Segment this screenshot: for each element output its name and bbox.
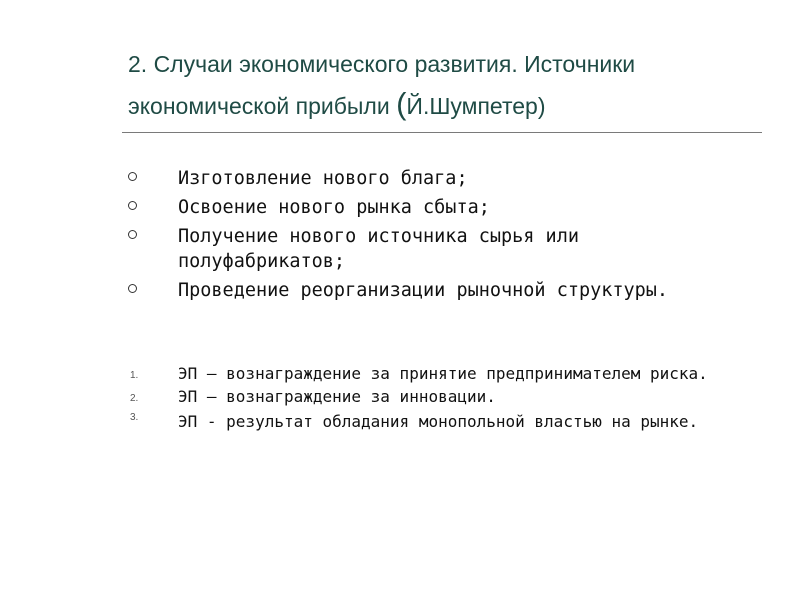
- title-line-2: [128, 84, 768, 126]
- title-author: Й.Шумпетер): [406, 93, 546, 119]
- bullet-text: Проведение реорганизации рыночной структуры.: [178, 280, 669, 301]
- title-divider: [122, 132, 762, 133]
- bullet-item: [128, 224, 728, 274]
- title-line-1: 2. Случаи экономического развития. Источники: [128, 51, 636, 77]
- item-number: 2.: [130, 393, 139, 404]
- circle-bullet-icon: [128, 230, 137, 239]
- circle-bullet-icon: [128, 284, 137, 293]
- numbered-item: [128, 387, 748, 407]
- item-number: 3.: [130, 412, 139, 423]
- bullet-text: Изготовление нового блага;: [178, 168, 468, 189]
- item-number: 1.: [130, 370, 139, 381]
- title-paren: (: [396, 86, 407, 121]
- bullet-text: Получение нового источника сырья или полуфабрикатов;: [178, 226, 579, 272]
- numbered-list: [128, 364, 748, 441]
- slide-title: [128, 44, 768, 126]
- bullet-item: [128, 195, 728, 220]
- bullet-list: [128, 166, 728, 307]
- numbered-item: [128, 406, 748, 438]
- numbered-text: ЭП - результат обладания монопольной властью на рынке.: [178, 412, 699, 431]
- bullet-item: [128, 278, 728, 303]
- numbered-text: ЭП – вознаграждение за принятие предпринимателем риска.: [178, 364, 708, 383]
- numbered-item: [128, 364, 748, 384]
- circle-bullet-icon: [128, 201, 137, 210]
- title-line-2-text: экономической прибыли: [128, 93, 397, 119]
- numbered-text: ЭП – вознаграждение за инновации.: [178, 387, 496, 406]
- circle-bullet-icon: [128, 172, 137, 181]
- bullet-text: Освоение нового рынка сбыта;: [178, 197, 490, 218]
- bullet-item: [128, 166, 728, 191]
